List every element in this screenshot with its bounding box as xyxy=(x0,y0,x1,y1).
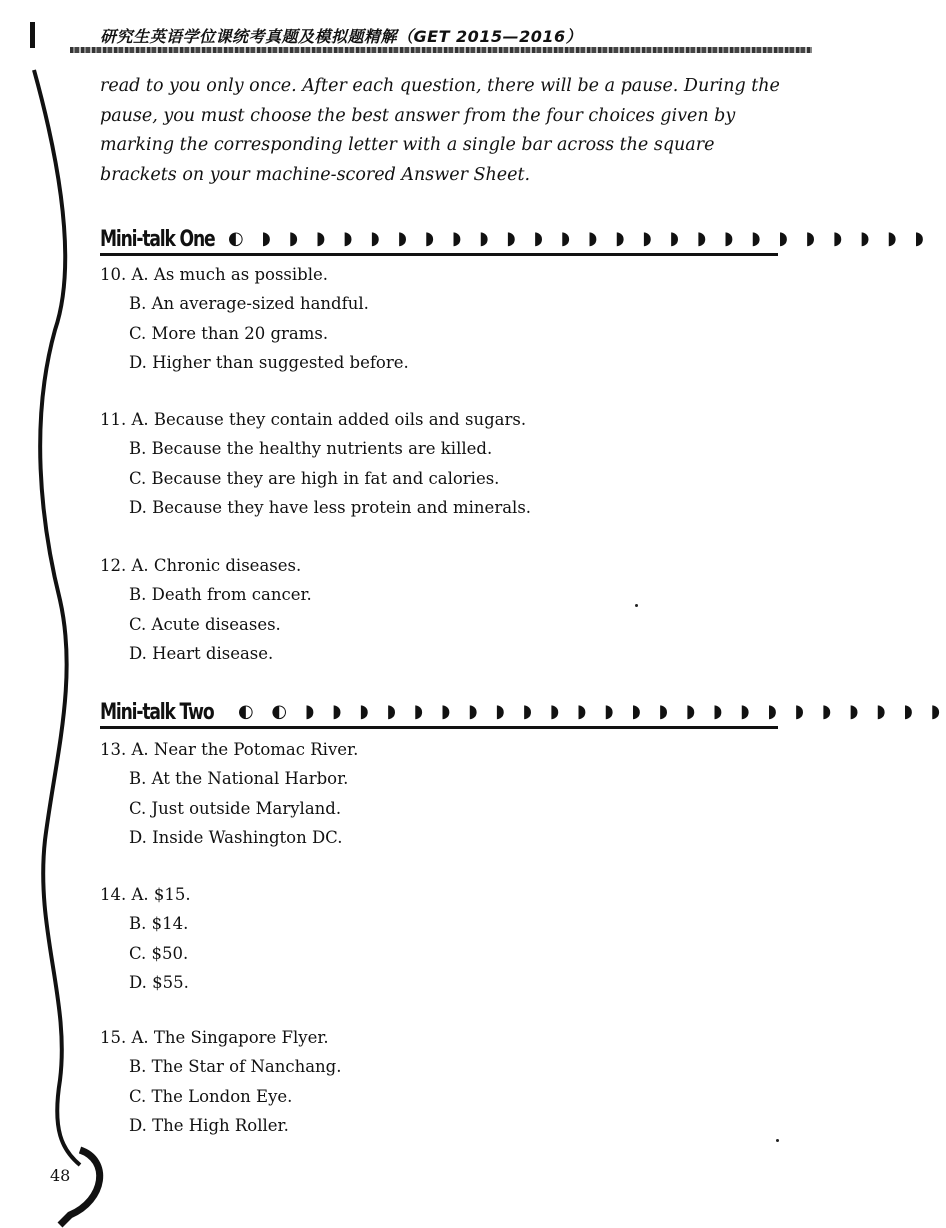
option-b: B. An average-sized handful. xyxy=(129,294,369,314)
decorative-marks: ◐ ◐ ◗ ◗ ◗ ◗ ◗ ◗ ◗ ◗ ◗ ◗ ◗ ◗ ◗ ◗ ◗ ◗ ◗ ◗ ◗ ◗ ◗ ◗ ◗ ◗ xyxy=(238,701,946,722)
page-number-badge xyxy=(20,1150,100,1210)
question-number: 10. xyxy=(100,265,127,284)
option-a: A. As much as possible. xyxy=(131,265,329,284)
option-c: C. Just outside Maryland. xyxy=(129,798,342,818)
section-underline xyxy=(100,253,778,256)
option-d: D. The High Roller. xyxy=(129,1115,289,1135)
option-b: B. Because the healthy nutrients are killed. xyxy=(129,439,493,459)
section-underline xyxy=(100,726,778,729)
question-number: 12. xyxy=(100,556,127,575)
option-d: D. Because they have less protein and minerals. xyxy=(129,497,532,517)
option-b: B. $14. xyxy=(129,914,189,934)
option-a: A. The Singapore Flyer. xyxy=(131,1028,329,1047)
option-b: B. Death from cancer. xyxy=(129,585,312,605)
scan-speck xyxy=(635,604,638,607)
option-a: A. Near the Potomac River. xyxy=(131,740,359,759)
question-15 xyxy=(100,1023,342,1140)
option-a: A. Chronic diseases. xyxy=(131,556,302,575)
question-12 xyxy=(100,551,312,668)
option-d: D. Inside Washington DC. xyxy=(129,827,343,847)
option-b: B. At the National Harbor. xyxy=(129,769,349,789)
option-a: A. Because they contain added oils and sugars. xyxy=(131,410,527,429)
instructions-text: read to you only once. After each question, there will be a pause. During the pause, you must choose the best answer from the four choices given by marking the corresponding letter with a single bar across the square brackets on your machine-scored Answer Sheet. xyxy=(100,76,780,185)
running-header: 研究生英语学位课统考真题及模拟题精解（GET 2015—2016） xyxy=(100,27,583,46)
option-c: C. Because they are high in fat and calories. xyxy=(129,468,500,488)
section-title: Mini-talk One xyxy=(100,227,215,252)
section-title: Mini-talk Two xyxy=(100,700,214,725)
page-number: 48 xyxy=(50,1166,71,1185)
option-c: C. $50. xyxy=(129,943,189,963)
question-13 xyxy=(100,735,358,852)
option-d: D. Higher than suggested before. xyxy=(129,352,409,372)
section-heading-mini-talk-one xyxy=(100,227,930,253)
option-d: D. $55. xyxy=(129,972,189,992)
option-c: C. More than 20 grams. xyxy=(129,323,329,343)
option-c: C. The London Eye. xyxy=(129,1086,293,1106)
scan-speck xyxy=(776,1139,779,1142)
decorative-marks: ◐ ◗ ◗ ◗ ◗ ◗ ◗ ◗ ◗ ◗ ◗ ◗ ◗ ◗ ◗ ◗ ◗ ◗ ◗ ◗ ◗ ◗ ◗ ◗ ◗ ◗ xyxy=(228,228,930,249)
question-11 xyxy=(100,405,531,522)
option-c: C. Acute diseases. xyxy=(129,614,281,634)
section-heading-mini-talk-two xyxy=(100,700,946,726)
question-number: 14. xyxy=(100,885,127,904)
question-10 xyxy=(100,260,409,377)
question-number: 15. xyxy=(100,1028,127,1047)
header-rule xyxy=(70,47,812,53)
page-edge-decoration xyxy=(0,0,110,1228)
question-number: 11. xyxy=(100,410,127,429)
question-number: 13. xyxy=(100,740,127,759)
option-d: D. Heart disease. xyxy=(129,643,274,663)
question-14 xyxy=(100,880,191,997)
option-a: A. $15. xyxy=(131,885,191,904)
option-b: B. The Star of Nanchang. xyxy=(129,1057,342,1077)
